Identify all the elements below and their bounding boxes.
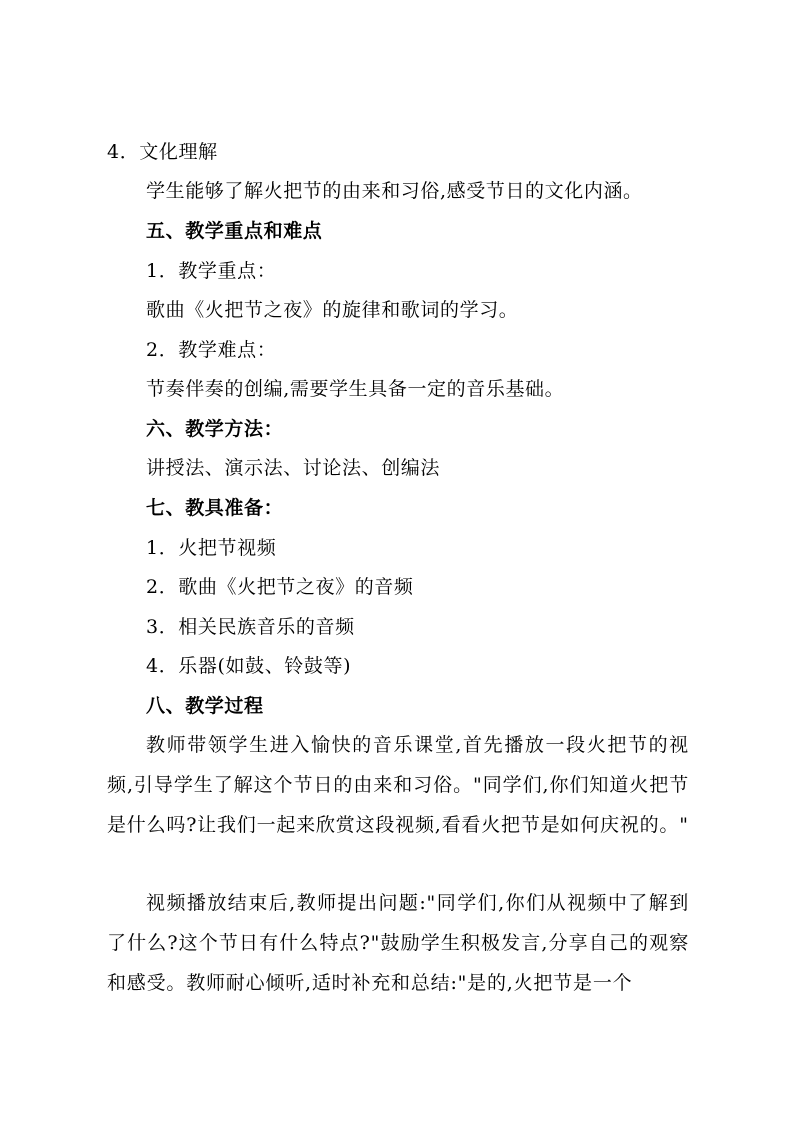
key-point-label: 1．教学重点： [146, 260, 277, 282]
equipment-item: 2．歌曲《火把节之夜》的音频 [146, 576, 414, 598]
difficulty-text: 节奏伴奏的创编,需要学生具备一定的音乐基础。 [146, 378, 565, 400]
difficulty-label: 2．教学难点： [146, 339, 277, 361]
key-point-text: 歌曲《火把节之夜》的旋律和歌词的学习。 [146, 299, 519, 321]
section5-heading: 五、教学重点和难点 [146, 220, 323, 242]
culture-heading: 4．文化理解 [107, 141, 218, 163]
section6-heading: 六、教学方法： [146, 418, 284, 440]
equipment-item: 4．乐器(如鼓、铃鼓等) [146, 655, 352, 677]
section8-heading: 八、教学过程 [146, 695, 264, 717]
section6-text: 讲授法、演示法、讨论法、创编法 [146, 457, 441, 479]
section7-heading: 七、教具准备： [146, 497, 284, 519]
culture-text: 学生能够了解火把节的由来和习俗,感受节日的文化内涵。 [146, 180, 643, 202]
process-paragraph: 视频播放结束后,教师提出问题:"同学们,你们从视频中了解到了什么?这个节日有什么特点?"鼓励学生积极发言,分享自己的观察和感受。教师耐心倾听,适时补充和总结:"是的,火把节是一个 [107, 892, 689, 994]
process-paragraph: 教师带领学生进入愉快的音乐课堂,首先播放一段火把节的视频,引导学生了解这个节日的由来和习俗。"同学们,你们知道火把节是什么吗?让我们一起来欣赏这段视频,看看火把节是如何庆祝的。" [107, 734, 689, 836]
equipment-item: 1．火把节视频 [146, 537, 277, 559]
equipment-item: 3．相关民族音乐的音频 [146, 616, 355, 638]
